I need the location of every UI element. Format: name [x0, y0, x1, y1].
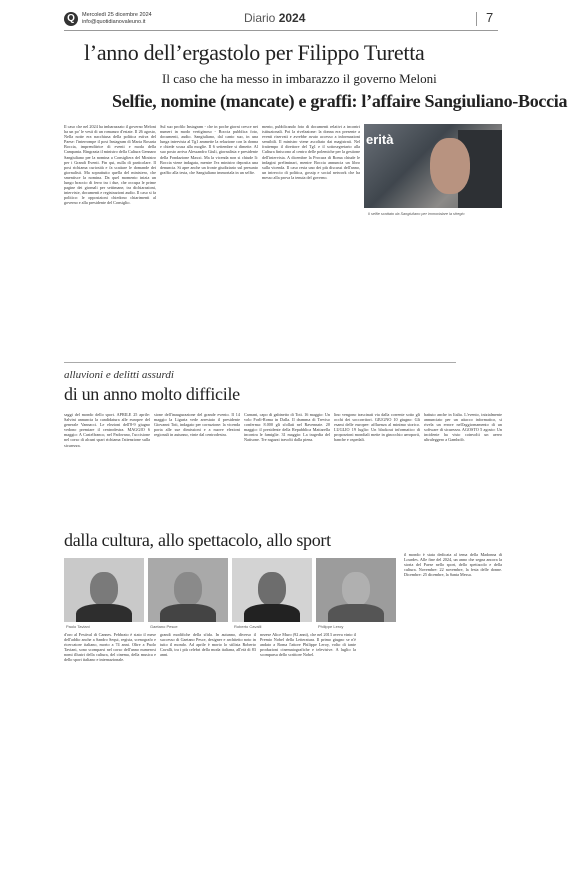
page-header [0, 0, 580, 30]
article2-column-3: Carnani, capo di gabinetto di Toti. 16 maggio: Un volo Forlì-Roma in Dalla. Il dramma di Treviso conferma: 8.000 gli sfollati nel Ravennate. 20 maggio: il presidente della Repubblica Mattarella incontra le famiglie. 31 maggio: La tragedia del Natisone. Tre ragazzi travolti dalla piena. [244, 412, 330, 443]
portrait-caption-4: Philippe Leroy [318, 624, 344, 629]
portrait-caption-2: Gaetano Pesce [150, 624, 178, 629]
article3-column-2: grandi modifiche della sfida. In autunno, diverso il successo di Gaetano Pesce, designer e architetto noto in tutto il mondo. Ad aprile è morto lo stilista Roberto Cavalli, tra i più celebri della moda italiana, all'età di 83 anni. [160, 632, 256, 658]
article1-kicker: Il caso che ha messo in imbarazzo il governo Meloni [162, 71, 437, 86]
section-title [244, 11, 305, 25]
article2-column-1: saggi del mondo dello sport. APRILE 25 aprile: Salvini annuncia la candidatura alle europee del generale Vannacci. Le elezioni dell'8-9 giugno vedono premiare il centrodestra. MAGGIO 6 maggio: A Castelfranco, nel Padovano, l'uccisione nel corso di alcuni spari richiama l'attenzione sulla sicurezza. [64, 412, 150, 448]
portrait-head [258, 572, 286, 606]
newspaper-logo-icon: Q [64, 12, 78, 26]
section-year: 2024 [278, 11, 306, 25]
article1-column-2: Sul suo profilo Instagram - che in poche giorni cresce nei numeri in modo vertiginoso - Boccia pubblica foto, documenti, audio. Sangiuliano, dal canto suo, in una lunga intervista al Tg1 ammette la relazione con la donna e chiede scusa alla moglie. Il 6 settembre si dimette. Al suo posto arriva Alessandro Giuli, giornalista e presidente della Fondazione Maxxi. Ma la vicenda non si chiude lì: Boccia viene indagata, mentre l'ex ministro deposita una denuncia. Si apre anche un fronte giudiziario sul presunto graffio alla testa, che Sangiuliano immortala in un selfie. [160, 124, 258, 175]
issue-date-line: Mercoledì 25 dicembre 2024 [82, 12, 152, 18]
article3-column-1: d'oro al Festival di Cannes. Febbraio è stato il mese dell'addio anche a Sandro Sequi, regista, scenografo e ricercatore italiano, morto a 74 anni. Oltre a Paolo Taviani, sono scomparsi nel corso dell'anno numerosi nomi illustri della cultura, del cinema, della musica e dello sport italiano e internazionale. [64, 632, 156, 663]
article2-column-5: battuto anche in Italia. L'evento, inizialmente annunciato per un attacco informatico, si rivela un errore nell'aggiornamento di un software di sicurezza. AGOSTO 5 agosto: Un incidente ha visto coinvolti un aereo ultraleggero a Gambolò. [424, 412, 502, 443]
photo-face [430, 138, 470, 194]
article2-column-2: sione dell'inaugurazione del grande evento. Il 14 maggio la Liguria vede arrestato il presidente Giovanni Toti, indagato per corruzione: la vicenda porta alle sue dimissioni e a nuove elezioni regionali in autunno, vinte dal centrodestra. [154, 412, 240, 438]
portrait-body [244, 604, 300, 622]
portrait-photo-1 [64, 558, 144, 622]
main-title: l’anno dell’ergastolo per Filippo Turetta [84, 40, 425, 65]
portrait-body [328, 604, 384, 622]
photo-brand-text: erità [366, 132, 394, 147]
article2-column-4: lino vengono trascinati via dalla corrente sotto gli occhi dei soccorritori. GIUGNO 10 giugno: Gli esami delle europee: affluenza al minimo storico. LUGLIO 19 luglio: Un blackout informatico di proporzioni mondiali mette in ginocchio aeroporti, banche e ospedali. [334, 412, 420, 443]
portrait-head [90, 572, 118, 606]
portrait-body [76, 604, 132, 622]
article1-photo-caption: Il selfie scattato da Sangiuliano per immortalare la sfregio [368, 212, 465, 216]
article1-column-3: mento, pubblicando foto di documenti relativi a incontri istituzionali. Poi la rivelazione: la donna era presente a eventi riservati e avrebbe avuto accesso a informazioni sensibili. Il ministro viene ascoltato dai magistrati. Nel frattempo il direttore del Tg1 e il sottosegretario alla Cultura finiscono al centro delle polemiche per la gestione dell'intervista. A dicembre la Procura di Roma chiude le indagini preliminari, mentre Boccia annuncia un libro sulla vicenda. Il caso resta uno dei più discussi dell'anno, un intreccio di politica, gossip e social network che ha messo alla prova la tenuta del governo. [262, 124, 360, 180]
portrait-photo-3 [232, 558, 312, 622]
article2-headline: di un anno molto difficile [64, 384, 240, 404]
portrait-photo-2 [148, 558, 228, 622]
article3-headline: dalla cultura, allo spettacolo, allo sport [64, 530, 331, 550]
portrait-caption-3: Roberto Cavalli [234, 624, 262, 629]
article1-photo [364, 124, 502, 208]
page-number: 7 [486, 10, 494, 25]
portrait-photo-4 [316, 558, 396, 622]
portrait-body [160, 604, 216, 622]
issue-date [82, 12, 152, 26]
header-rule [64, 30, 498, 31]
portrait-head [342, 572, 370, 606]
article3-column-3: nezese Alice Muro (92 anni), che nel 2013 aveva vinto il Premio Nobel della Letteratura. Il primo giugno se n'è andato a Roma l'attore Philippe Leroy, volto di tante produzioni cinematografiche e televisive. A luglio la scomparsa dello scrittore Nobel. [260, 632, 356, 658]
issue-email-line: info@quotidianovaleuno.it [82, 19, 146, 25]
article1-column-1: Il caso che nel 2024 ha imbarazzato il governo Meloni ha un po' le vesti di un romanzo d'estate. Il 26 agosto, Nella notte era nacchiusa della politica estiva del Paese: l'interrompe il post Instagram di Maria Rosaria Boccia, imprenditrice di eventi e moda della Campania. Ringrazia il ministro della Cultura Gennaro Sangiuliano per la nomina a Consigliera del Ministro per i Grandi Eventi. Fin qui, nulla di particolare. Il post richiama curiosità e fa scattare le domande dei giornalisti. Ma soprattutto quella del ministero, che smentisce la nomina. Da quel momento inizia un lungo braccio di ferro tra i due, che occupa le prime pagine dei giornali per settimane, tra dichiarazioni, interviste, documenti e registrazioni audio. Il caso si fa politico: le opposizioni chiedono chiarimenti al governo e alla presidente del Consiglio. [64, 124, 156, 206]
article3-column-4: il mondo è stata dedicata al tema della Madonna di Lourdes. Alle fine del 2024, un anno che segna ancora la storia del Paese nello sport, dello spettacolo e della cultura. Novembre: 22 novembre, la festa delle donne. Dicembre: 25 dicembre, la Santa Messa. [404, 552, 502, 578]
section-rule [64, 362, 456, 363]
portrait-head [174, 572, 202, 606]
portrait-caption-1: Paolo Taviani [66, 624, 90, 629]
section-prefix: Diario [244, 11, 276, 25]
article2-kicker: alluvioni e delitti assurdi [64, 369, 174, 381]
header-divider [476, 12, 477, 26]
article1-headline: Selfie, nomine (mancate) e graffi: l’affaire Sangiuliano-Boccia [112, 91, 568, 111]
